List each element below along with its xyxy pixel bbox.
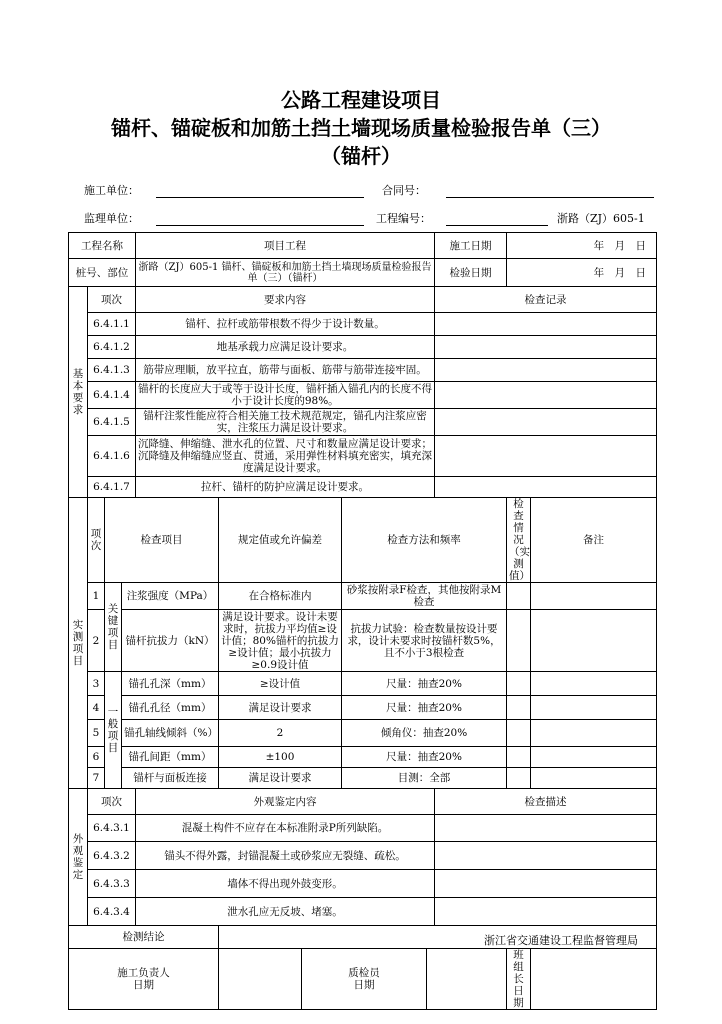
appearance-desc-cell (435, 842, 657, 870)
title-line-3: （锚杆） (321, 144, 401, 168)
measured-col-check: 检查项目 (105, 498, 219, 583)
measured-no: 2 (88, 610, 105, 672)
key-items-label: 关键项目 (105, 583, 122, 672)
appearance-code: 6.4.3.2 (88, 842, 136, 870)
appearance-text: 混凝土构件不应存在本标准附录P所列缺陷。 (136, 815, 435, 842)
measured-no: 1 (88, 583, 105, 610)
basic-code: 6.4.1.2 (88, 336, 136, 359)
title-line-1: 公路工程建设项目 (281, 88, 441, 112)
measured-col-result: 检查情况（实测值） (507, 498, 531, 583)
measured-no: 6 (88, 747, 105, 768)
qc-sign-cell (427, 949, 507, 1010)
measured-result-cell (507, 696, 531, 720)
measured-item: 注浆强度（MPa） (122, 583, 219, 610)
construction-leader-label: 施工负责人 (117, 967, 170, 979)
qc-date-label: 日期 (353, 979, 375, 991)
title-line-2: 锚杆、锚碇板和加筋土挡土墙现场质量检验报告单（三） (111, 116, 611, 140)
basic-text: 沉降缝、伸缩缝、泄水孔的位置、尺寸和数量应满足设计要求；沉降缝及伸缩缝应竖直、贯通，采用弹性材料填充密实，填充深度满足设计要求。 (136, 436, 435, 477)
measured-remark-cell (531, 696, 657, 720)
basic-text: 锚杆、拉杆或筋带根数不得少于设计数量。 (136, 313, 435, 336)
general-items-label: 一般项目 (105, 672, 122, 789)
measured-spec: 在合格标准内 (219, 583, 342, 610)
construction-leader-cell (69, 949, 219, 1010)
basic-code: 6.4.1.4 (88, 382, 136, 409)
measured-remark-cell (531, 583, 657, 610)
measured-result-cell (507, 768, 531, 789)
project-name-value: 项目工程 (136, 233, 435, 259)
basic-text: 拉杆、锚杆的防护应满足设计要求。 (136, 477, 435, 498)
project-name-label: 工程名称 (69, 233, 136, 259)
construction-leader-sign-cell (219, 949, 302, 1010)
appearance-col-content: 外观鉴定内容 (136, 789, 435, 815)
measured-method: 尺量：抽查20% (342, 696, 507, 720)
form-code: 浙路（ZJ）605-1 (557, 212, 645, 225)
basic-record-cell (435, 382, 657, 409)
basic-text: 筋带应理顺，放平拉直，筋带与面板、筋带与筋带连接牢固。 (136, 359, 435, 382)
team-leader-date-label: 日期 (513, 985, 524, 1009)
measured-no: 4 (88, 696, 105, 720)
appearance-text: 泄水孔应无反坡、堵塞。 (136, 898, 435, 926)
measured-method: 砂浆按附录F检查，其他按附录M检查 (342, 583, 507, 610)
team-leader-label: 班组长 (513, 949, 524, 985)
pile-label: 桩号、部位 (69, 259, 136, 287)
construction-unit-label: 施工单位： (84, 184, 139, 197)
measured-method: 尺量：抽查20% (342, 672, 507, 696)
appearance-text: 锚头不得外露，封锚混凝土或砂浆应无裂缝、疏松。 (136, 842, 435, 870)
measured-item: 锚孔孔径（mm） (122, 696, 219, 720)
supervision-unit-line (156, 225, 364, 226)
appearance-col-desc: 检查描述 (435, 789, 657, 815)
basic-col-content: 要求内容 (136, 287, 435, 313)
basic-text: 锚杆注浆性能应符合相关施工技术规范规定，锚孔内注浆应密实，注浆压力满足设计要求。 (136, 409, 435, 436)
contract-no-label: 合同号： (382, 184, 426, 197)
appearance-code: 6.4.3.3 (88, 870, 136, 898)
inspection-report-table (68, 232, 657, 1010)
basic-requirements-label: 基本要求 (69, 287, 88, 498)
pile-value: 浙路（ZJ）605-1 锚杆、锚碇板和加筋土挡土墙现场质量检验报告单（三）（锚杆） (136, 259, 435, 287)
basic-code: 6.4.1.5 (88, 409, 136, 436)
appearance-col-item: 项次 (88, 789, 136, 815)
appearance-desc-cell (435, 898, 657, 926)
construction-unit-line (156, 197, 364, 198)
measured-result-cell (507, 747, 531, 768)
construction-date-value: 年 月 日 (507, 233, 657, 259)
measured-no: 3 (88, 672, 105, 696)
basic-text: 地基承载力应满足设计要求。 (136, 336, 435, 359)
basic-col-item: 项次 (88, 287, 136, 313)
basic-record-cell (435, 477, 657, 498)
measured-method: 目测：全部 (342, 768, 507, 789)
project-no-label: 工程编号： (376, 212, 431, 225)
conclusion-label: 检测结论 (69, 926, 219, 949)
measured-item: 锚孔孔深（mm） (122, 672, 219, 696)
measured-remark-cell (531, 720, 657, 747)
measured-spec: 满足设计要求 (219, 768, 342, 789)
measured-col-item: 项次 (88, 498, 105, 583)
measured-spec: 2 (219, 720, 342, 747)
basic-record-cell (435, 359, 657, 382)
inspection-date-label: 检验日期 (435, 259, 507, 287)
measured-item: 锚杆抗拔力（kN） (122, 610, 219, 672)
measured-no: 7 (88, 768, 105, 789)
measured-result-cell (507, 610, 531, 672)
measured-method: 倾角仪：抽查20% (342, 720, 507, 747)
construction-leader-date-label: 日期 (133, 979, 154, 991)
basic-record-cell (435, 409, 657, 436)
basic-code: 6.4.1.1 (88, 313, 136, 336)
measured-remark-cell (531, 672, 657, 696)
measured-col-method: 检查方法和频率 (342, 498, 507, 583)
measured-method: 尺量：抽查20% (342, 747, 507, 768)
team-leader-sign-cell (531, 949, 657, 1010)
team-leader-cell (507, 949, 531, 1010)
measured-spec: 满足设计要求。设计未要求时，抗拔力平均值≥设计值；80%锚杆的抗拔力≥设计值；最小抗拔力≥0.9设计值 (219, 610, 342, 672)
measured-remark-cell (531, 768, 657, 789)
measured-spec: ≥设计值 (219, 672, 342, 696)
qc-cell (302, 949, 427, 1010)
measured-spec: ±100 (219, 747, 342, 768)
measured-result-cell (507, 672, 531, 696)
basic-col-record: 检查记录 (435, 287, 657, 313)
measured-item: 锚孔间距（mm） (122, 747, 219, 768)
appearance-desc-cell (435, 815, 657, 842)
measured-method: 抗拔力试验：检查数量按设计要求，设计未要求时按锚杆数5%，且不小于3根检查 (342, 610, 507, 672)
construction-date-label: 施工日期 (435, 233, 507, 259)
basic-code: 6.4.1.6 (88, 436, 136, 477)
appearance-desc-cell (435, 870, 657, 898)
measured-no: 5 (88, 720, 105, 747)
measured-result-cell (507, 583, 531, 610)
measured-col-spec: 规定值或允许偏差 (219, 498, 342, 583)
inspection-date-value: 年 月 日 (507, 259, 657, 287)
issuing-authority: 浙江省交通建设工程监督管理局 (484, 934, 638, 947)
appearance-label: 外观鉴定 (69, 789, 88, 926)
basic-record-cell (435, 436, 657, 477)
project-no-line (446, 225, 548, 226)
measured-remark-cell (531, 610, 657, 672)
measured-spec: 满足设计要求 (219, 696, 342, 720)
qc-label: 质检员 (348, 967, 380, 979)
measured-col-remark: 备注 (531, 498, 657, 583)
appearance-code: 6.4.3.1 (88, 815, 136, 842)
contract-no-line (446, 197, 654, 198)
supervision-unit-label: 监理单位： (84, 212, 139, 225)
measured-result-cell (507, 720, 531, 747)
basic-text: 锚杆的长度应大于或等于设计长度，锚杆插入锚孔内的长度不得小于设计长度的98%。 (136, 382, 435, 409)
appearance-code: 6.4.3.4 (88, 898, 136, 926)
appearance-text: 墙体不得出现外鼓变形。 (136, 870, 435, 898)
basic-record-cell (435, 313, 657, 336)
basic-code: 6.4.1.3 (88, 359, 136, 382)
basic-code: 6.4.1.7 (88, 477, 136, 498)
measured-remark-cell (531, 747, 657, 768)
basic-record-cell (435, 336, 657, 359)
measured-items-label: 实测项目 (69, 498, 88, 789)
measured-item: 锚孔轴线倾斜（%） (122, 720, 219, 747)
measured-item: 锚杆与面板连接 (122, 768, 219, 789)
